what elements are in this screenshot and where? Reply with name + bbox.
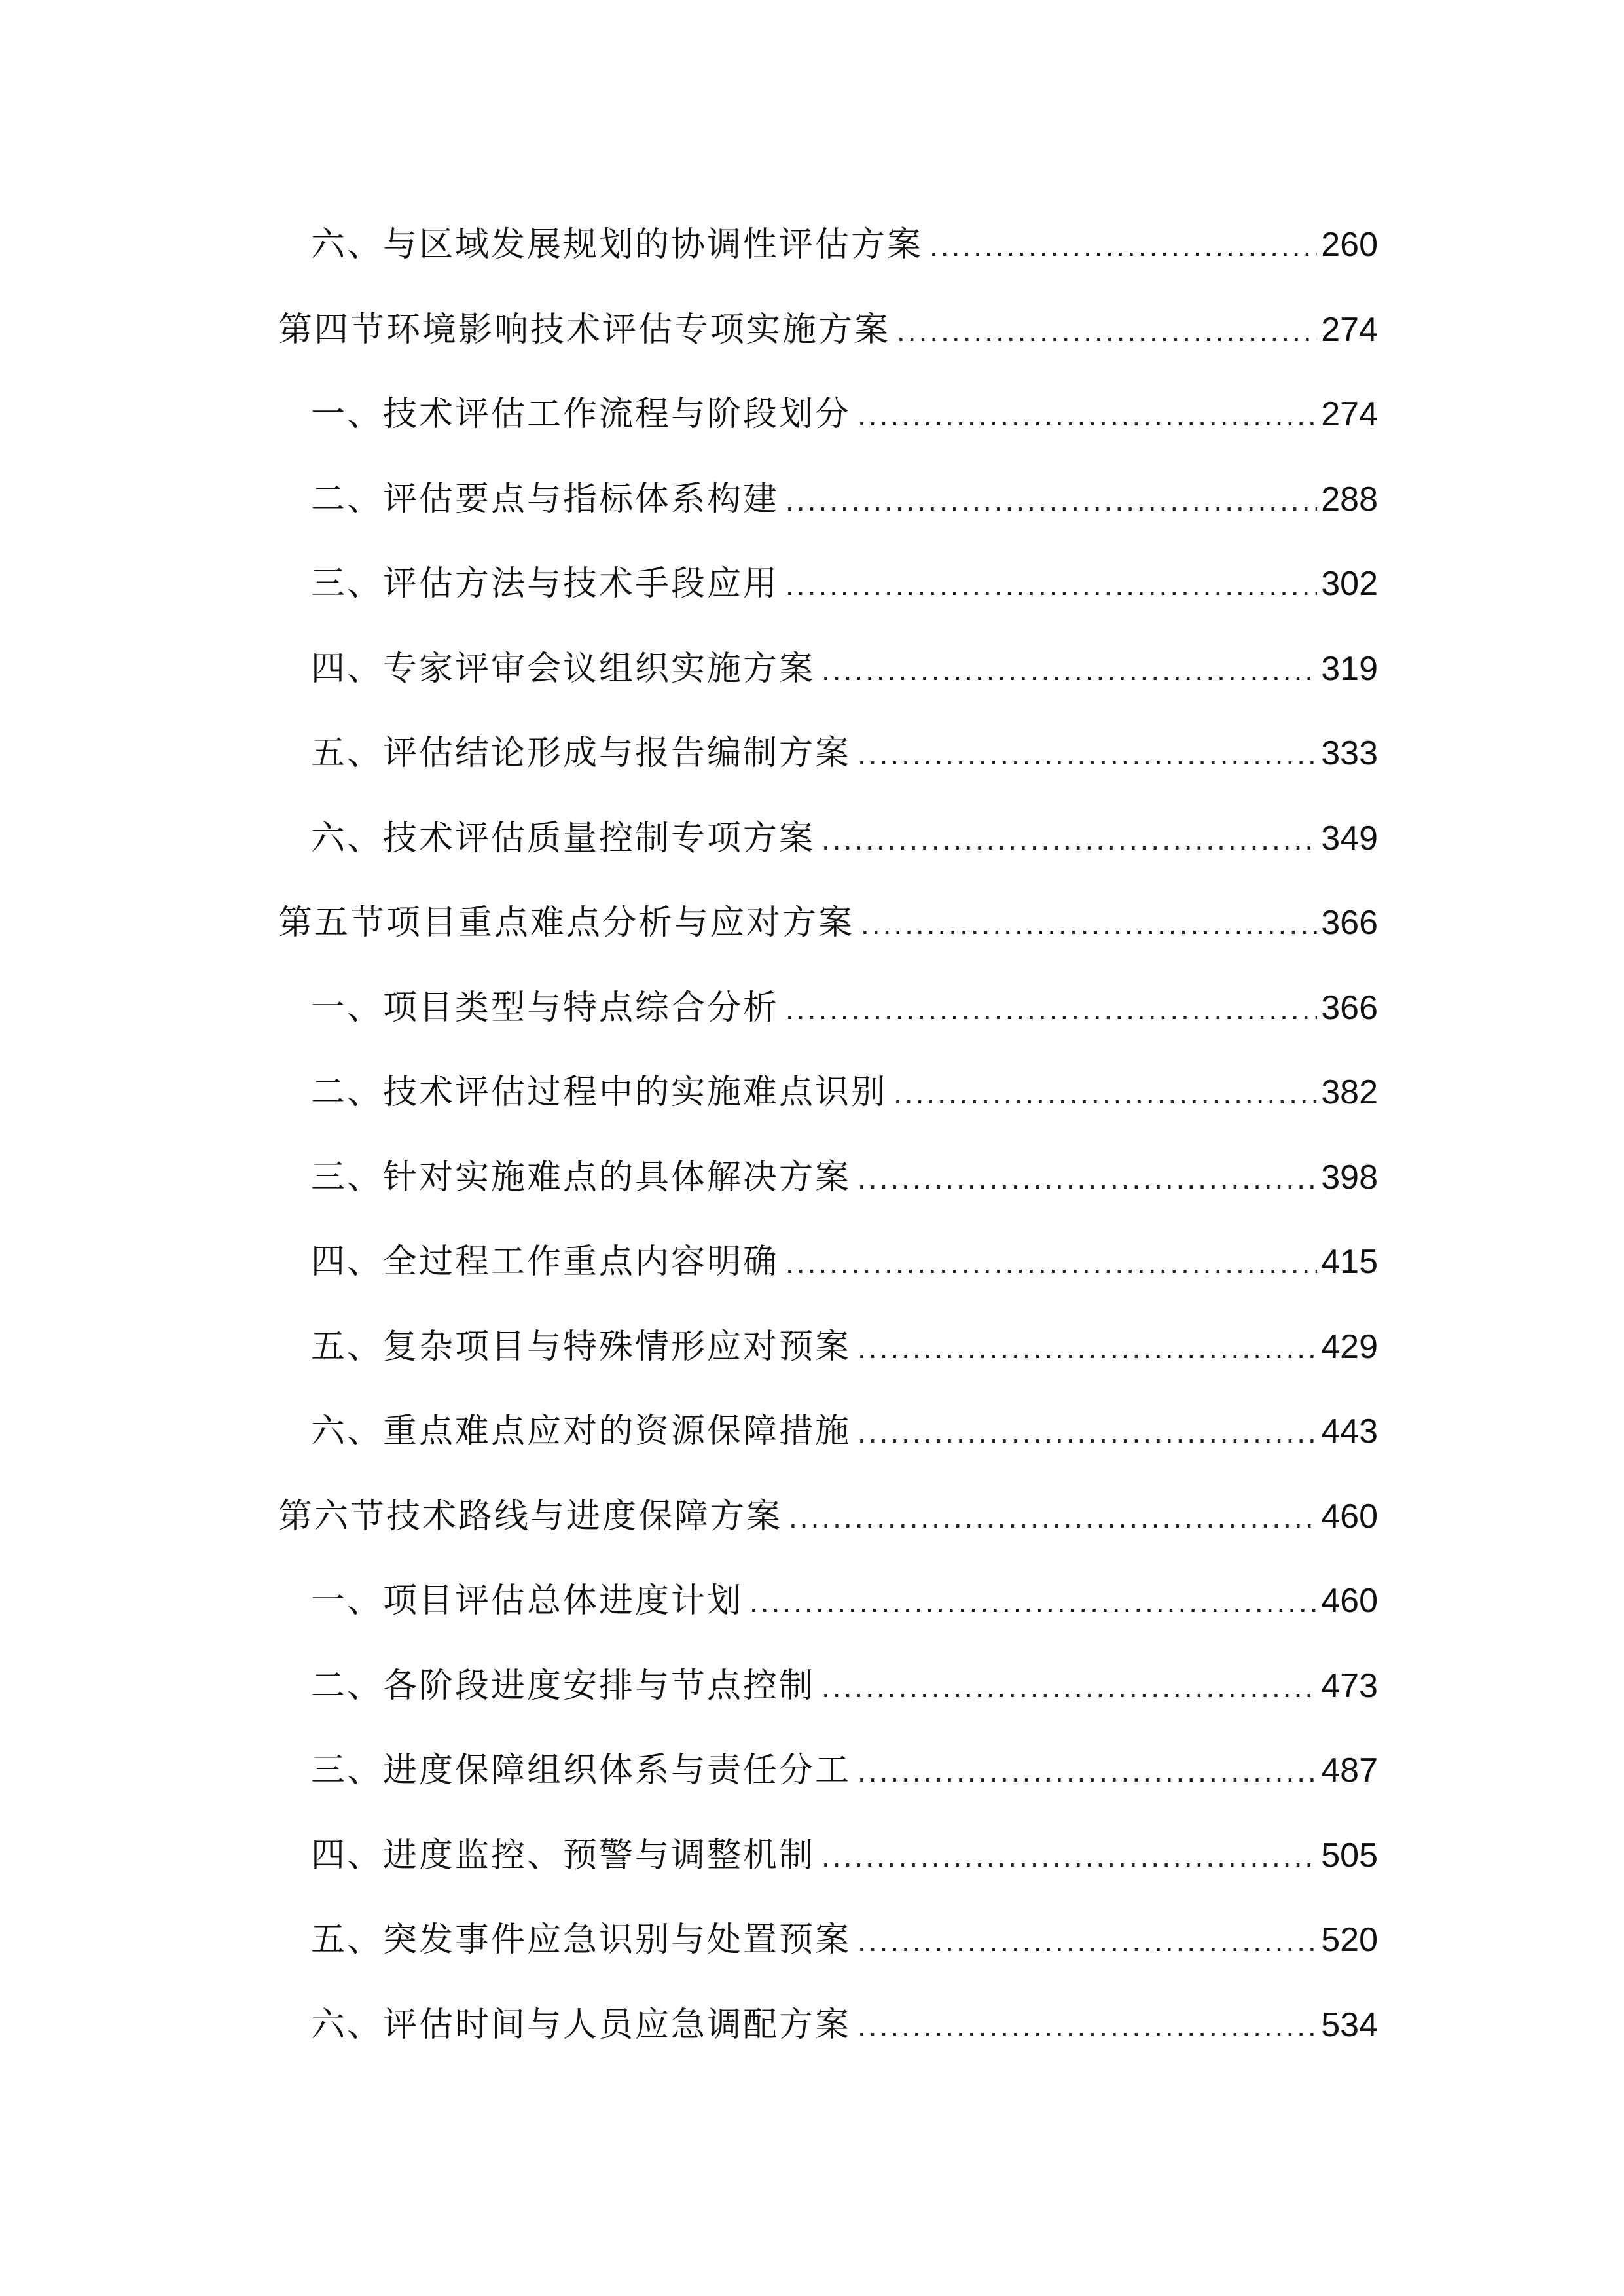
toc-entry-title: 三、评估方法与技术手段应用	[311, 564, 780, 603]
toc-dot-leader	[861, 882, 1317, 967]
toc-subsection-entry[interactable]	[278, 457, 1378, 543]
toc-dot-leader	[897, 289, 1317, 374]
toc-entry-title: 二、技术评估过程中的实施难点识别	[311, 1073, 888, 1112]
toc-subsection-entry[interactable]	[278, 966, 1378, 1051]
toc-entry-title: 一、技术评估工作流程与阶段划分	[311, 395, 852, 434]
toc-entry-title: 三、进度保障组织体系与责任分工	[311, 1751, 852, 1790]
toc-dot-leader	[857, 712, 1317, 797]
toc-entry-title: 五、突发事件应急识别与处置预案	[311, 1920, 852, 1960]
toc-page-number: 366	[1321, 988, 1378, 1027]
toc-page-number: 534	[1321, 2005, 1378, 2044]
toc-page-number: 319	[1321, 649, 1378, 688]
toc-dot-leader	[857, 1390, 1317, 1475]
toc-page-number: 366	[1321, 904, 1378, 942]
toc-subsection-entry[interactable]	[278, 542, 1378, 627]
toc-entry-title: 六、技术评估质量控制专项方案	[311, 818, 816, 858]
toc-page-number: 288	[1321, 480, 1378, 518]
toc-subsection-entry[interactable]	[278, 1644, 1378, 1729]
toc-subsection-entry[interactable]	[278, 1136, 1378, 1221]
toc-subsection-entry[interactable]	[278, 1814, 1378, 1899]
toc-subsection-entry[interactable]	[278, 1983, 1378, 2068]
toc-dot-leader	[857, 1136, 1317, 1221]
toc-entry-title: 六、评估时间与人员应急调配方案	[311, 2005, 852, 2045]
toc-entry-title: 五、复杂项目与特殊情形应对预案	[311, 1327, 852, 1367]
toc-dot-leader	[821, 1645, 1317, 1730]
toc-dot-leader	[785, 967, 1317, 1052]
toc-page-number: 333	[1321, 734, 1378, 772]
toc-page-number: 460	[1321, 1497, 1378, 1535]
toc-page-number: 302	[1321, 565, 1378, 603]
table-of-contents	[278, 203, 1378, 2068]
toc-subsection-entry[interactable]	[278, 627, 1378, 712]
toc-entry-title: 一、项目类型与特点综合分析	[311, 988, 780, 1028]
toc-page-number: 473	[1321, 1666, 1378, 1705]
toc-dot-leader	[893, 1051, 1317, 1136]
toc-dot-leader	[857, 373, 1317, 458]
toc-subsection-entry[interactable]	[278, 372, 1378, 457]
toc-subsection-entry[interactable]	[278, 711, 1378, 797]
toc-page-number: 415	[1321, 1243, 1378, 1281]
toc-entry-title: 二、评估要点与指标体系构建	[311, 479, 780, 519]
toc-subsection-entry[interactable]	[278, 1220, 1378, 1305]
toc-page-number: 505	[1321, 1836, 1378, 1874]
toc-section-entry[interactable]	[278, 288, 1378, 373]
toc-subsection-entry[interactable]	[278, 1305, 1378, 1390]
toc-dot-leader	[749, 1560, 1317, 1645]
toc-dot-leader	[821, 797, 1317, 882]
toc-subsection-entry[interactable]	[278, 1898, 1378, 1983]
toc-dot-leader	[857, 1984, 1317, 2069]
toc-dot-leader	[785, 543, 1317, 628]
toc-page-number: 520	[1321, 1921, 1378, 1959]
toc-page-number: 382	[1321, 1073, 1378, 1111]
toc-page-number: 487	[1321, 1751, 1378, 1789]
toc-page-number: 260	[1321, 226, 1378, 264]
toc-entry-title: 第四节环境影响技术评估专项实施方案	[278, 310, 891, 350]
toc-subsection-entry[interactable]	[278, 797, 1378, 882]
toc-subsection-entry[interactable]	[278, 203, 1378, 288]
toc-section-entry[interactable]	[278, 881, 1378, 966]
toc-entry-title: 第六节技术路线与进度保障方案	[278, 1496, 783, 1536]
toc-section-entry[interactable]	[278, 1475, 1378, 1560]
toc-entry-title: 二、各阶段进度安排与节点控制	[311, 1666, 816, 1706]
toc-entry-title: 三、针对实施难点的具体解决方案	[311, 1157, 852, 1197]
toc-entry-title: 第五节项目重点难点分析与应对方案	[278, 903, 855, 942]
toc-dot-leader	[857, 1899, 1317, 1984]
toc-page-number: 274	[1321, 310, 1378, 349]
toc-dot-leader	[821, 628, 1317, 713]
toc-dot-leader	[857, 1729, 1317, 1814]
toc-entry-title: 四、进度监控、预警与调整机制	[311, 1835, 816, 1875]
toc-page-number: 429	[1321, 1327, 1378, 1366]
toc-dot-leader	[789, 1475, 1317, 1560]
toc-dot-leader	[929, 204, 1317, 289]
toc-page-number: 274	[1321, 395, 1378, 433]
toc-subsection-entry[interactable]	[278, 1559, 1378, 1644]
toc-subsection-entry[interactable]	[278, 1050, 1378, 1136]
toc-entry-title: 四、专家评审会议组织实施方案	[311, 649, 816, 689]
toc-entry-title: 一、项目评估总体进度计划	[311, 1581, 744, 1621]
toc-page-number: 443	[1321, 1412, 1378, 1450]
toc-dot-leader	[821, 1814, 1317, 1899]
toc-page-number: 460	[1321, 1582, 1378, 1620]
toc-page-number: 398	[1321, 1158, 1378, 1196]
toc-subsection-entry[interactable]	[278, 1729, 1378, 1814]
toc-entry-title: 四、全过程工作重点内容明确	[311, 1242, 780, 1282]
toc-dot-leader	[785, 458, 1317, 543]
toc-entry-title: 六、重点难点应对的资源保障措施	[311, 1412, 852, 1451]
toc-page-number: 349	[1321, 819, 1378, 857]
toc-dot-leader	[857, 1306, 1317, 1391]
toc-dot-leader	[785, 1221, 1317, 1306]
toc-subsection-entry[interactable]	[278, 1390, 1378, 1475]
toc-entry-title: 六、与区域发展规划的协调性评估方案	[311, 225, 924, 264]
toc-entry-title: 五、评估结论形成与报告编制方案	[311, 734, 852, 773]
